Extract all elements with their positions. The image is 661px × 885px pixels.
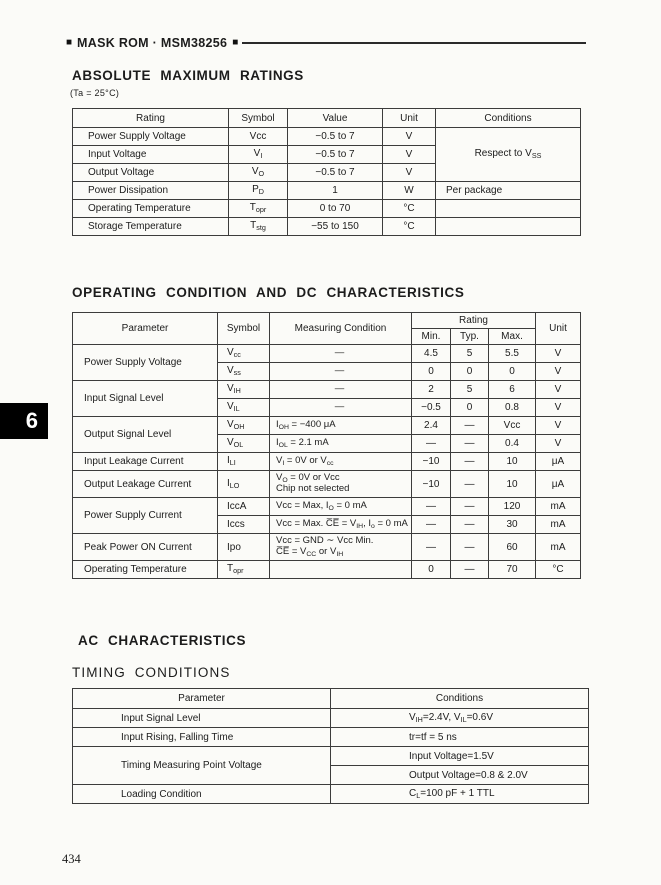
cell-parameter: Timing Measuring Point Voltage	[73, 747, 331, 785]
cell-typ: 0	[451, 399, 489, 417]
cell-unit: °C	[536, 561, 581, 579]
cell-rating: Storage Temperature	[73, 218, 229, 236]
cell-condition: $V_{IH}=2.4V$, $V_{IL}=0.6V$	[331, 709, 589, 728]
cell-max: 60	[489, 534, 536, 561]
table-row	[73, 709, 589, 728]
col-header-value: Value	[288, 109, 383, 128]
cell-typ: —	[451, 435, 489, 453]
cell-condition: $C_L=100$ pF + 1 TTL	[331, 785, 589, 804]
cell-rating: Power Dissipation	[73, 182, 229, 200]
cell-max: 30	[489, 516, 536, 534]
header-bullet-left-icon: ■	[66, 37, 73, 48]
cell-rating: Output Voltage	[73, 164, 229, 182]
cell-parameter: Input Signal Level	[73, 709, 331, 728]
cell-unit: mA	[536, 516, 581, 534]
ta-condition-note: (Ta = 25°C)	[70, 88, 120, 98]
cell-symbol: $V_{cc}$	[218, 345, 270, 363]
cell-measuring-condition: —	[270, 345, 412, 363]
cell-conditions-empty	[436, 200, 581, 218]
cell-parameter: Output Signal Level	[73, 417, 218, 453]
cell-symbol: $V_I$	[229, 146, 288, 164]
cell-parameter: Input Rising, Falling Time	[73, 728, 331, 747]
table-row	[73, 453, 581, 471]
cell-typ: 5	[451, 345, 489, 363]
cell-conditions-respect: Respect to $V_{SS}$	[436, 128, 581, 182]
header-rule	[242, 42, 586, 45]
cell-max: 0	[489, 363, 536, 381]
col-header-rating-group: Rating	[412, 313, 536, 329]
cell-symbol: $T_{stg}$	[229, 218, 288, 236]
cell-max: 70	[489, 561, 536, 579]
cell-symbol: $V_{ss}$	[218, 363, 270, 381]
cell-symbol: $T_{opr}$	[229, 200, 288, 218]
cell-max: 10	[489, 453, 536, 471]
cell-parameter: Operating Temperature	[73, 561, 218, 579]
cell-value: −0.5 to 7	[288, 146, 383, 164]
cell-unit: V	[536, 363, 581, 381]
table-header-row	[73, 313, 581, 329]
cell-min: 4.5	[412, 345, 451, 363]
cell-min: —	[412, 534, 451, 561]
absolute-maximum-ratings-table	[72, 108, 581, 236]
cell-min: −0.5	[412, 399, 451, 417]
cell-symbol: $T_{opr}$	[218, 561, 270, 579]
col-header-unit: Unit	[536, 313, 581, 345]
cell-symbol: $V_{OL}$	[218, 435, 270, 453]
cell-max: 6	[489, 381, 536, 399]
cell-min: 0	[412, 561, 451, 579]
cell-symbol: Vcc	[229, 128, 288, 146]
cell-symbol: $P_D$	[229, 182, 288, 200]
cell-max: 0.4	[489, 435, 536, 453]
cell-measuring-condition: $I_{OH} = -400$ μA	[270, 417, 412, 435]
cell-typ: —	[451, 453, 489, 471]
cell-measuring-condition: $I_{OL} = 2.1$ mA	[270, 435, 412, 453]
cell-symbol: Ipo	[218, 534, 270, 561]
cell-measuring-condition	[270, 561, 412, 579]
cell-min: 2.4	[412, 417, 451, 435]
cell-measuring-condition	[270, 471, 412, 498]
col-header-conditions: Conditions	[331, 689, 589, 709]
cell-min: 0	[412, 363, 451, 381]
cell-symbol: IccA	[218, 498, 270, 516]
table-row	[73, 345, 581, 363]
cell-parameter: Peak Power ON Current	[73, 534, 218, 561]
cell-condition: tr=tf = 5 ns	[331, 728, 589, 747]
cell-unit: V	[536, 417, 581, 435]
cell-symbol: $V_{IH}$	[218, 381, 270, 399]
page-number: 434	[62, 852, 81, 866]
table-row	[73, 218, 581, 236]
table-row	[73, 561, 581, 579]
cell-value: −0.5 to 7	[288, 128, 383, 146]
col-header-symbol: Symbol	[218, 313, 270, 345]
col-header-max: Max.	[489, 329, 536, 345]
cell-measuring-condition: —	[270, 381, 412, 399]
cell-unit: mA	[536, 534, 581, 561]
cell-typ: —	[451, 498, 489, 516]
cell-rating: Power Supply Voltage	[73, 128, 229, 146]
section-title-dc-characteristics: OPERATING CONDITION AND DC CHARACTERISTICS	[72, 285, 465, 300]
cell-symbol: $V_{OH}$	[218, 417, 270, 435]
section-title-timing-conditions: TIMING CONDITIONS	[72, 665, 231, 680]
table-row	[73, 747, 589, 766]
table-row	[73, 471, 581, 498]
cell-typ: 0	[451, 363, 489, 381]
col-header-unit: Unit	[383, 109, 436, 128]
cell-min: —	[412, 435, 451, 453]
table-row	[73, 498, 581, 516]
cell-unit: V	[383, 128, 436, 146]
section-title-absolute-maximum-ratings: ABSOLUTE MAXIMUM RATINGS	[72, 68, 304, 83]
cell-measuring-condition: Vcc = Max, $I_O = 0$ mA	[270, 498, 412, 516]
cell-symbol: $I_{LI}$	[218, 453, 270, 471]
cell-parameter: Loading Condition	[73, 785, 331, 804]
doc-header	[66, 36, 586, 50]
cell-typ: 5	[451, 381, 489, 399]
cell-unit: °C	[383, 218, 436, 236]
table-row	[73, 728, 589, 747]
cell-symbol: $V_{IL}$	[218, 399, 270, 417]
table-row	[73, 182, 581, 200]
cell-value: −0.5 to 7	[288, 164, 383, 182]
cell-min: −10	[412, 471, 451, 498]
cell-unit: V	[536, 345, 581, 363]
cell-symbol: Iccs	[218, 516, 270, 534]
cell-parameter: Output Leakage Current	[73, 471, 218, 498]
cell-measuring-condition: —	[270, 363, 412, 381]
cell-parameter: Power Supply Current	[73, 498, 218, 534]
col-header-min: Min.	[412, 329, 451, 345]
condition-line-1: $V_O = 0V$ or Vcc	[276, 471, 340, 484]
table-row	[73, 534, 581, 561]
cell-typ: —	[451, 534, 489, 561]
table-row	[73, 417, 581, 435]
cell-rating: Operating Temperature	[73, 200, 229, 218]
cell-max: 5.5	[489, 345, 536, 363]
cell-measuring-condition: —	[270, 399, 412, 417]
col-header-parameter: Parameter	[73, 689, 331, 709]
header-bullet-right-icon: ■	[232, 37, 239, 48]
table-header-row	[73, 109, 581, 128]
cell-symbol: $I_{LO}$	[218, 471, 270, 498]
cell-parameter: Input Leakage Current	[73, 453, 218, 471]
cell-max: 10	[489, 471, 536, 498]
cell-typ: —	[451, 471, 489, 498]
col-header-conditions: Conditions	[436, 109, 581, 128]
cell-unit: V	[383, 164, 436, 182]
cell-condition: Input Voltage=1.5V	[331, 747, 589, 766]
cell-rating: Input Voltage	[73, 146, 229, 164]
cell-unit: V	[536, 399, 581, 417]
section-title-ac-characteristics: AC CHARACTERISTICS	[78, 633, 247, 648]
cell-conditions-empty	[436, 218, 581, 236]
cell-value: 0 to 70	[288, 200, 383, 218]
cell-max: 0.8	[489, 399, 536, 417]
cell-max: 120	[489, 498, 536, 516]
table-row	[73, 381, 581, 399]
table-row	[73, 200, 581, 218]
cell-typ: —	[451, 561, 489, 579]
cell-min: −10	[412, 453, 451, 471]
condition-line-2: C̅E̅ = $V_{CC}$ or $V_{IH}$	[276, 545, 344, 558]
chapter-tab	[0, 403, 48, 439]
cell-min: —	[412, 516, 451, 534]
cell-measuring-condition: Vcc = Max. C̅E̅ = $V_{IH}$, $I_o = 0$ mA	[270, 516, 412, 534]
cell-condition: Output Voltage=0.8 & 2.0V	[331, 766, 589, 785]
header-title: MASK ROM · MSM38256	[77, 36, 228, 50]
cell-typ: —	[451, 516, 489, 534]
cell-unit: mA	[536, 498, 581, 516]
col-header-symbol: Symbol	[229, 109, 288, 128]
cell-unit: V	[536, 381, 581, 399]
cell-min: 2	[412, 381, 451, 399]
cell-parameter: Input Signal Level	[73, 381, 218, 417]
chapter-number: 6	[25, 408, 38, 433]
table-row	[73, 128, 581, 146]
cell-unit: V	[383, 146, 436, 164]
cell-unit: μA	[536, 453, 581, 471]
col-header-typ: Typ.	[451, 329, 489, 345]
cell-typ: —	[451, 417, 489, 435]
col-header-measuring-condition: Measuring Condition	[270, 313, 412, 345]
col-header-parameter: Parameter	[73, 313, 218, 345]
cell-value: −55 to 150	[288, 218, 383, 236]
dc-characteristics-table	[72, 312, 581, 579]
table-row	[73, 785, 589, 804]
cell-value: 1	[288, 182, 383, 200]
cell-unit: μA	[536, 471, 581, 498]
cell-symbol: $V_O$	[229, 164, 288, 182]
cell-unit: V	[536, 435, 581, 453]
condition-line-1: Vcc = GND ∼ Vcc Min.	[276, 534, 374, 546]
cell-measuring-condition: $V_I = 0V$ or $V_{cc}$	[270, 453, 412, 471]
cell-max: Vcc	[489, 417, 536, 435]
cell-min: —	[412, 498, 451, 516]
cell-measuring-condition	[270, 534, 412, 561]
timing-conditions-table	[72, 688, 589, 804]
cell-unit: °C	[383, 200, 436, 218]
col-header-rating: Rating	[73, 109, 229, 128]
cell-unit: W	[383, 182, 436, 200]
table-header-row	[73, 689, 589, 709]
cell-conditions-package: Per package	[436, 182, 581, 200]
cell-parameter: Power Supply Voltage	[73, 345, 218, 381]
condition-line-2: Chip not selected	[276, 483, 350, 495]
